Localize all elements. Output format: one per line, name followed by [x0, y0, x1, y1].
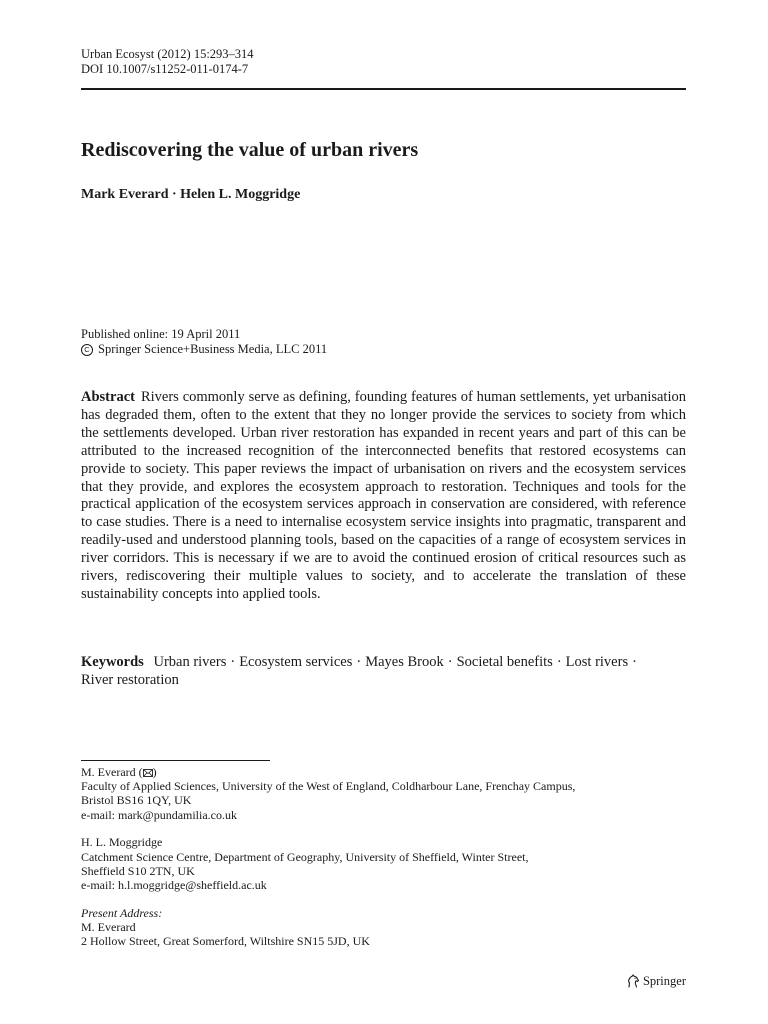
present-address: 2 Hollow Street, Great Somerford, Wiltshire SN15 5JD, UK: [81, 934, 370, 949]
present-address-name: M. Everard: [81, 919, 136, 934]
springer-horse-icon: [626, 974, 640, 988]
keyword: Societal benefits: [456, 654, 553, 670]
keyword-separator: ·: [632, 654, 637, 670]
journal-citation: Urban Ecosyst (2012) 15:293–314: [81, 47, 254, 61]
author-email[interactable]: e-mail: mark@pundamilia.co.uk: [81, 807, 238, 822]
article-title: Rediscovering the value of urban rivers: [81, 139, 419, 161]
author-email[interactable]: e-mail: h.l.moggridge@sheffield.ac.uk: [81, 877, 267, 892]
header-rule: [81, 88, 686, 90]
journal-header: [81, 47, 254, 77]
author-name-line: [81, 765, 686, 779]
author-footnotes: [81, 765, 686, 962]
footnote-rule: [81, 760, 270, 761]
publisher-name: Springer: [642, 974, 686, 988]
paper-page: [81, 0, 686, 1024]
author-name-close: ): [152, 765, 157, 779]
present-address-label: Present Address:: [81, 905, 163, 920]
footnote-present-address: [81, 906, 686, 949]
doi[interactable]: DOI 10.1007/s11252-011-0174-7: [81, 62, 249, 76]
copyright-line: [81, 342, 327, 357]
keyword-separator: ·: [230, 654, 236, 670]
footnote-moggridge: [81, 835, 686, 892]
author-address: Sheffield S10 2TN, UK: [81, 863, 195, 878]
keywords-label: Keywords: [81, 654, 144, 670]
keyword-separator: ·: [356, 654, 362, 670]
author-affiliation: Faculty of Applied Sciences, University of the West of England, Coldharbour Lane, Frenchay Campus,: [81, 779, 576, 794]
author-address: Bristol BS16 1QY, UK: [81, 793, 192, 808]
author-list: Mark Everard · Helen L. Moggridge: [81, 187, 301, 202]
published-online-date: Published online: 19 April 2011: [81, 327, 241, 341]
keyword: Mayes Brook: [365, 654, 444, 670]
keyword: Lost rivers: [565, 654, 629, 670]
abstract-label: Abstract: [81, 389, 135, 405]
footnote-everard: [81, 765, 686, 822]
abstract-text: Rivers commonly serve as defining, founding features of human settlements, yet urbanisation has degraded them, often to the extent that they no longer provide the services to society from which the settlements developed. Urban river restoration has expanded in recent years and part of this can be attributed to the increased recognition of the interconnected benefits that restored ecosystems can provide to society. This paper reviews the impact of urbanisation on rivers and the ecosystem services that they provide, and explores the ecosystem approach to restoration. Techniques and tools for the practical application of the ecosystem services approach in conservation are considered, with reference to case studies. There is a need to internalise ecosystem service insights into pragmatic, transparent and readily-used and understood planning tools, based on the capacities of a range of ecosystem services in river corridors. This is necessary if we are to avoid the continued erosion of critical resources such as rivers, rediscovering their multiple values to society, and to accelerate the translation of these sustainability concepts into applied tools.: [81, 389, 686, 602]
copyright-text: Springer Science+Business Media, LLC 2011: [98, 342, 328, 356]
keywords: [81, 654, 686, 690]
abstract: [81, 389, 686, 604]
keyword-separator: ·: [447, 654, 453, 670]
keyword: Urban rivers: [153, 654, 227, 670]
author-name: M. Everard (: [81, 765, 143, 779]
copyright-icon: C: [81, 344, 93, 356]
author-affiliation: Catchment Science Centre, Department of Geography, University of Sheffield, Winter Street,: [81, 849, 529, 864]
keyword: Ecosystem services: [239, 654, 353, 670]
publication-info: [81, 327, 327, 357]
author-name: H. L. Moggridge: [81, 835, 163, 850]
publisher-logo: [626, 973, 686, 989]
keyword-separator: ·: [556, 654, 562, 670]
keyword: River restoration: [81, 671, 179, 688]
envelope-icon[interactable]: [143, 769, 153, 777]
